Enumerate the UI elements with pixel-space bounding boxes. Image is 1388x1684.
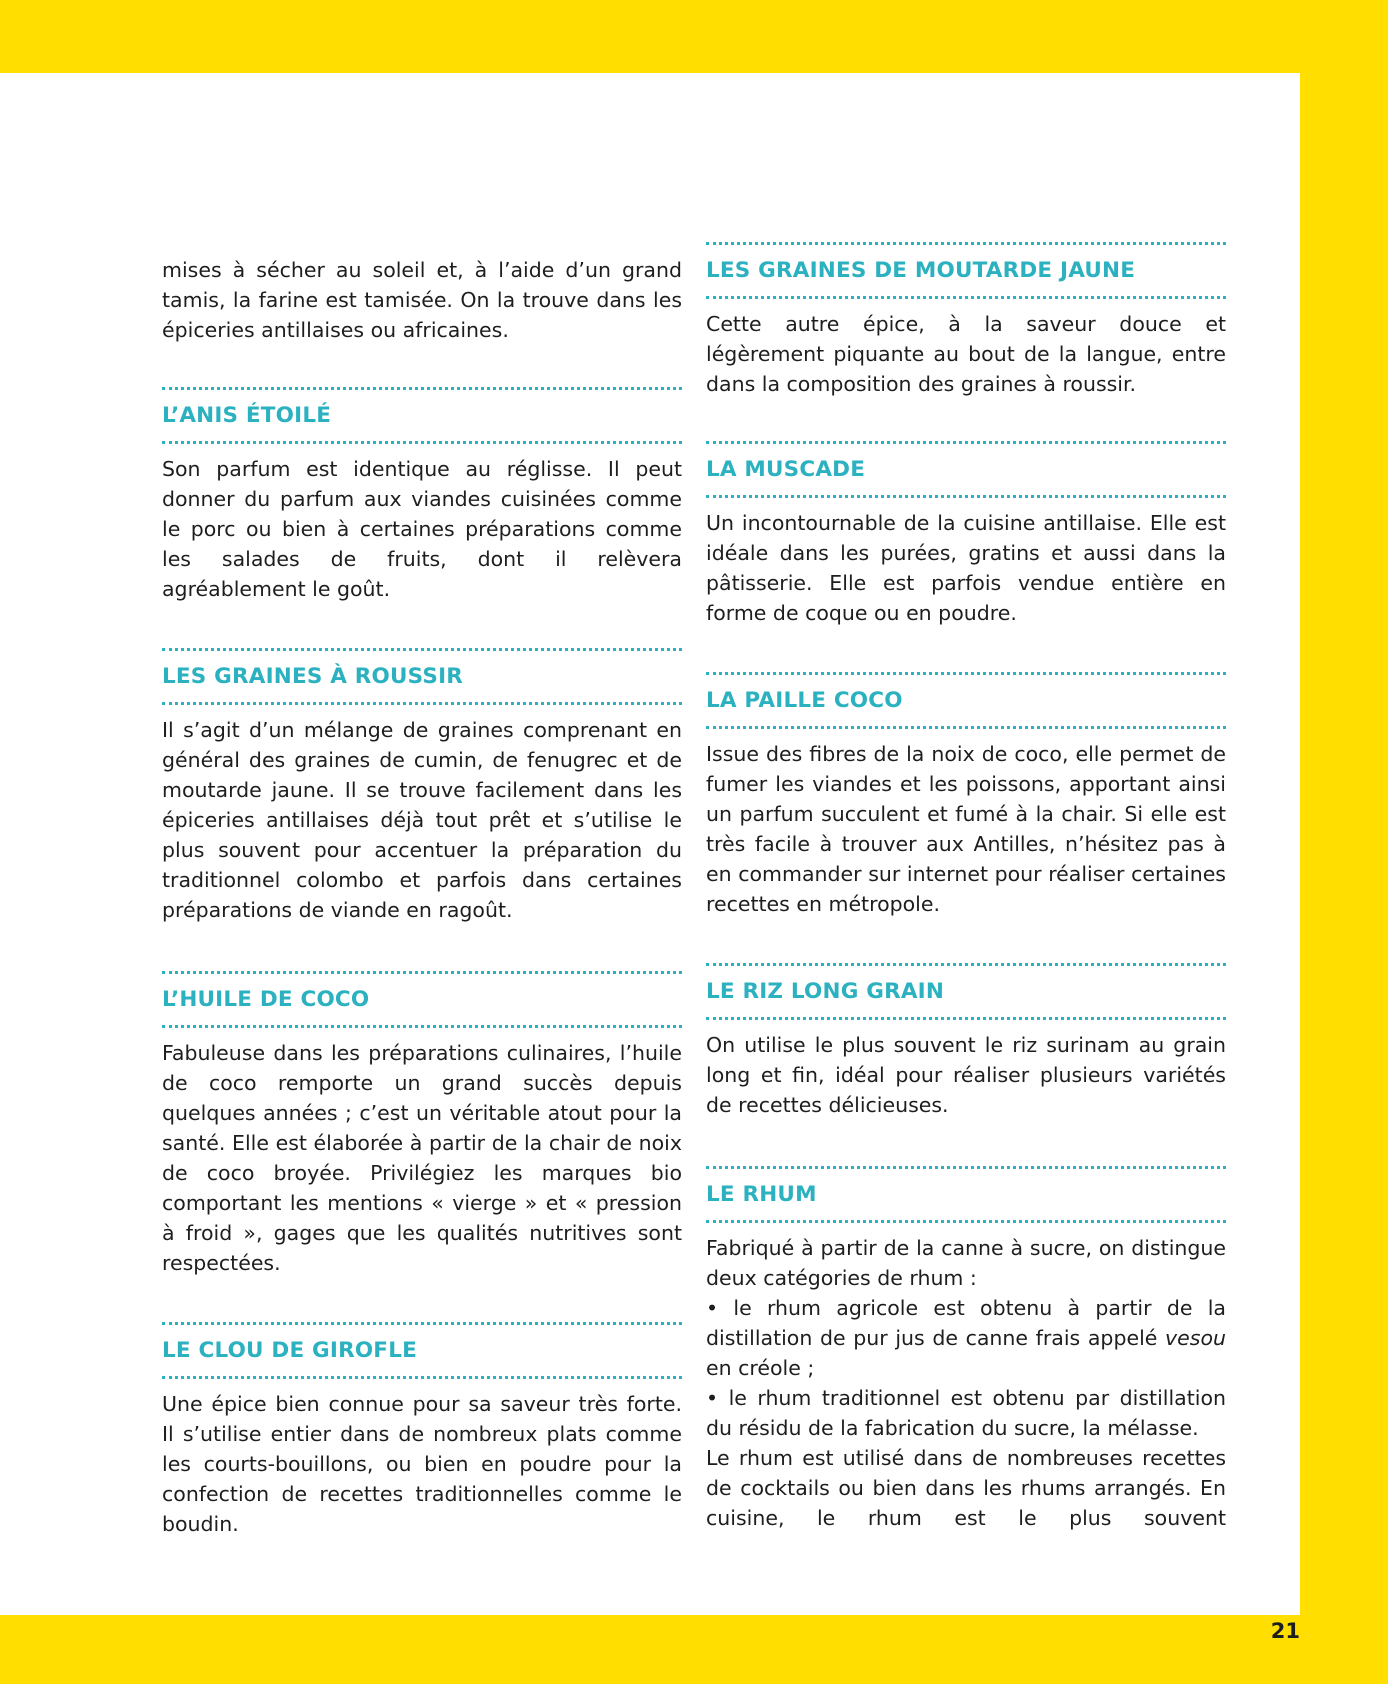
left-column	[162, 73, 682, 1539]
dotted-rule	[706, 726, 1226, 729]
rhum-intro: Fabriqué à partir de la canne à sucre, on distingue deux catégories de rhum :	[706, 1236, 1226, 1290]
rhum-outro: Le rhum est utilisé dans de nombreuses recettes de cocktails ou bien dans les rhums arrangés. En cuisine, le rhum est le plus souvent	[706, 1446, 1226, 1530]
section-riz-long-grain	[706, 963, 1226, 1120]
section-title: L’ANIS ÉTOILÉ	[162, 403, 332, 428]
section-paille-coco	[706, 672, 1226, 919]
dotted-rule	[706, 296, 1226, 299]
section-clou-de-girofle	[162, 1322, 682, 1539]
right-column	[706, 73, 1226, 1533]
section-muscade	[706, 441, 1226, 628]
section-text: Une épice bien connue pour sa saveur très forte. Il s’utilise entier dans de nombreux plats comme les courts-bouillons, ou bien en poudre pour la confection de recettes traditionnelles comme le boudin.	[162, 1392, 682, 1536]
rhum-bullet-traditionnel: • le rhum traditionnel est obtenu par distillation du résidu de la fabrication du sucre, la mélasse.	[706, 1386, 1226, 1440]
section-text: Issue des fibres de la noix de coco, elle permet de fumer les viandes et les poissons, apportant ainsi un parfum succulent et fumé à la chair. Si elle est très facile à trouver aux Antilles, n’hésitez pas à en commander sur internet pour réaliser certaines recettes en métropole.	[706, 742, 1226, 916]
section-graines-a-roussir	[162, 648, 682, 925]
rhum-bullet-agricole	[706, 1293, 1226, 1383]
section-huile-de-coco	[162, 971, 682, 1278]
section-graines-de-moutarde-jaune	[706, 242, 1226, 399]
section-rhum	[706, 1166, 1226, 1533]
section-text: Un incontournable de la cuisine antillaise. Elle est idéale dans les purées, gratins et aussi dans la pâtisserie. Elle est parfois vendue entière en forme de coque ou en poudre.	[706, 511, 1226, 625]
dotted-rule	[162, 441, 682, 444]
intro-paragraph: mises à sécher au soleil et, à l’aide d’un grand tamis, la farine est tamisée. On la trouve dans les épiceries antillaises ou africaines.	[162, 258, 682, 342]
rhum-text	[706, 1233, 1226, 1533]
section-text: Fabuleuse dans les préparations culinaires, l’huile de coco remporte un grand succès depuis quelques années ; c’est un véritable atout pour la santé. Elle est élaborée à partir de la chair de noix de coco broyée. Privilégiez les marques bio comportant les mentions « vierge » et « pression à froid », gages que les qualités nutritives sont respectées.	[162, 1041, 682, 1275]
section-anis-etoile	[162, 387, 682, 604]
section-text: Son parfum est identique au réglisse. Il peut donner du parfum aux viandes cuisinées comme le porc ou bien à certaines préparations comme les salades de fruits, dont il relèvera agréablement le goût.	[162, 457, 682, 601]
section-title: L’HUILE DE COCO	[162, 987, 370, 1012]
section-title: LES GRAINES À ROUSSIR	[162, 664, 464, 689]
dotted-rule	[706, 495, 1226, 498]
section-text: Il s’agit d’un mélange de graines comprenant en général des graines de cumin, de fenugrec et de moutarde jaune. Il se trouve facilement dans les épiceries antillaises déjà tout prêt et s’utilise le plus souvent pour accentuer la préparation du traditionnel colombo et parfois dans certaines préparations de viande en ragoût.	[162, 718, 682, 922]
rhum-bullet-agricole-start: • le rhum agricole est obtenu à partir de la distillation de pur jus de canne frais appelé	[706, 1296, 1226, 1350]
section-title: LE CLOU DE GIROFLE	[162, 1338, 417, 1363]
section-text: On utilise le plus souvent le riz surinam au grain long et fin, idéal pour réaliser plusieurs variétés de recettes délicieuses.	[706, 1033, 1226, 1117]
section-title: LA MUSCADE	[706, 457, 866, 482]
rhum-term-vesou: vesou	[1165, 1326, 1226, 1350]
section-title: LA PAILLE COCO	[706, 688, 903, 713]
dotted-rule	[162, 1376, 682, 1379]
section-title: LE RIZ LONG GRAIN	[706, 979, 945, 1004]
section-title: LES GRAINES DE MOUTARDE JAUNE	[706, 258, 1136, 283]
page-number: 21	[1270, 1619, 1300, 1643]
dotted-rule	[162, 702, 682, 705]
page-sheet	[0, 73, 1300, 1615]
section-title: LE RHUM	[706, 1182, 817, 1207]
dotted-rule	[706, 1220, 1226, 1223]
dotted-rule	[162, 1025, 682, 1028]
section-text: Cette autre épice, à la saveur douce et légèrement piquante au bout de la langue, entre dans la composition des graines à roussir.	[706, 312, 1226, 396]
dotted-rule	[706, 1017, 1226, 1020]
rhum-bullet-agricole-end: en créole ;	[706, 1356, 815, 1380]
